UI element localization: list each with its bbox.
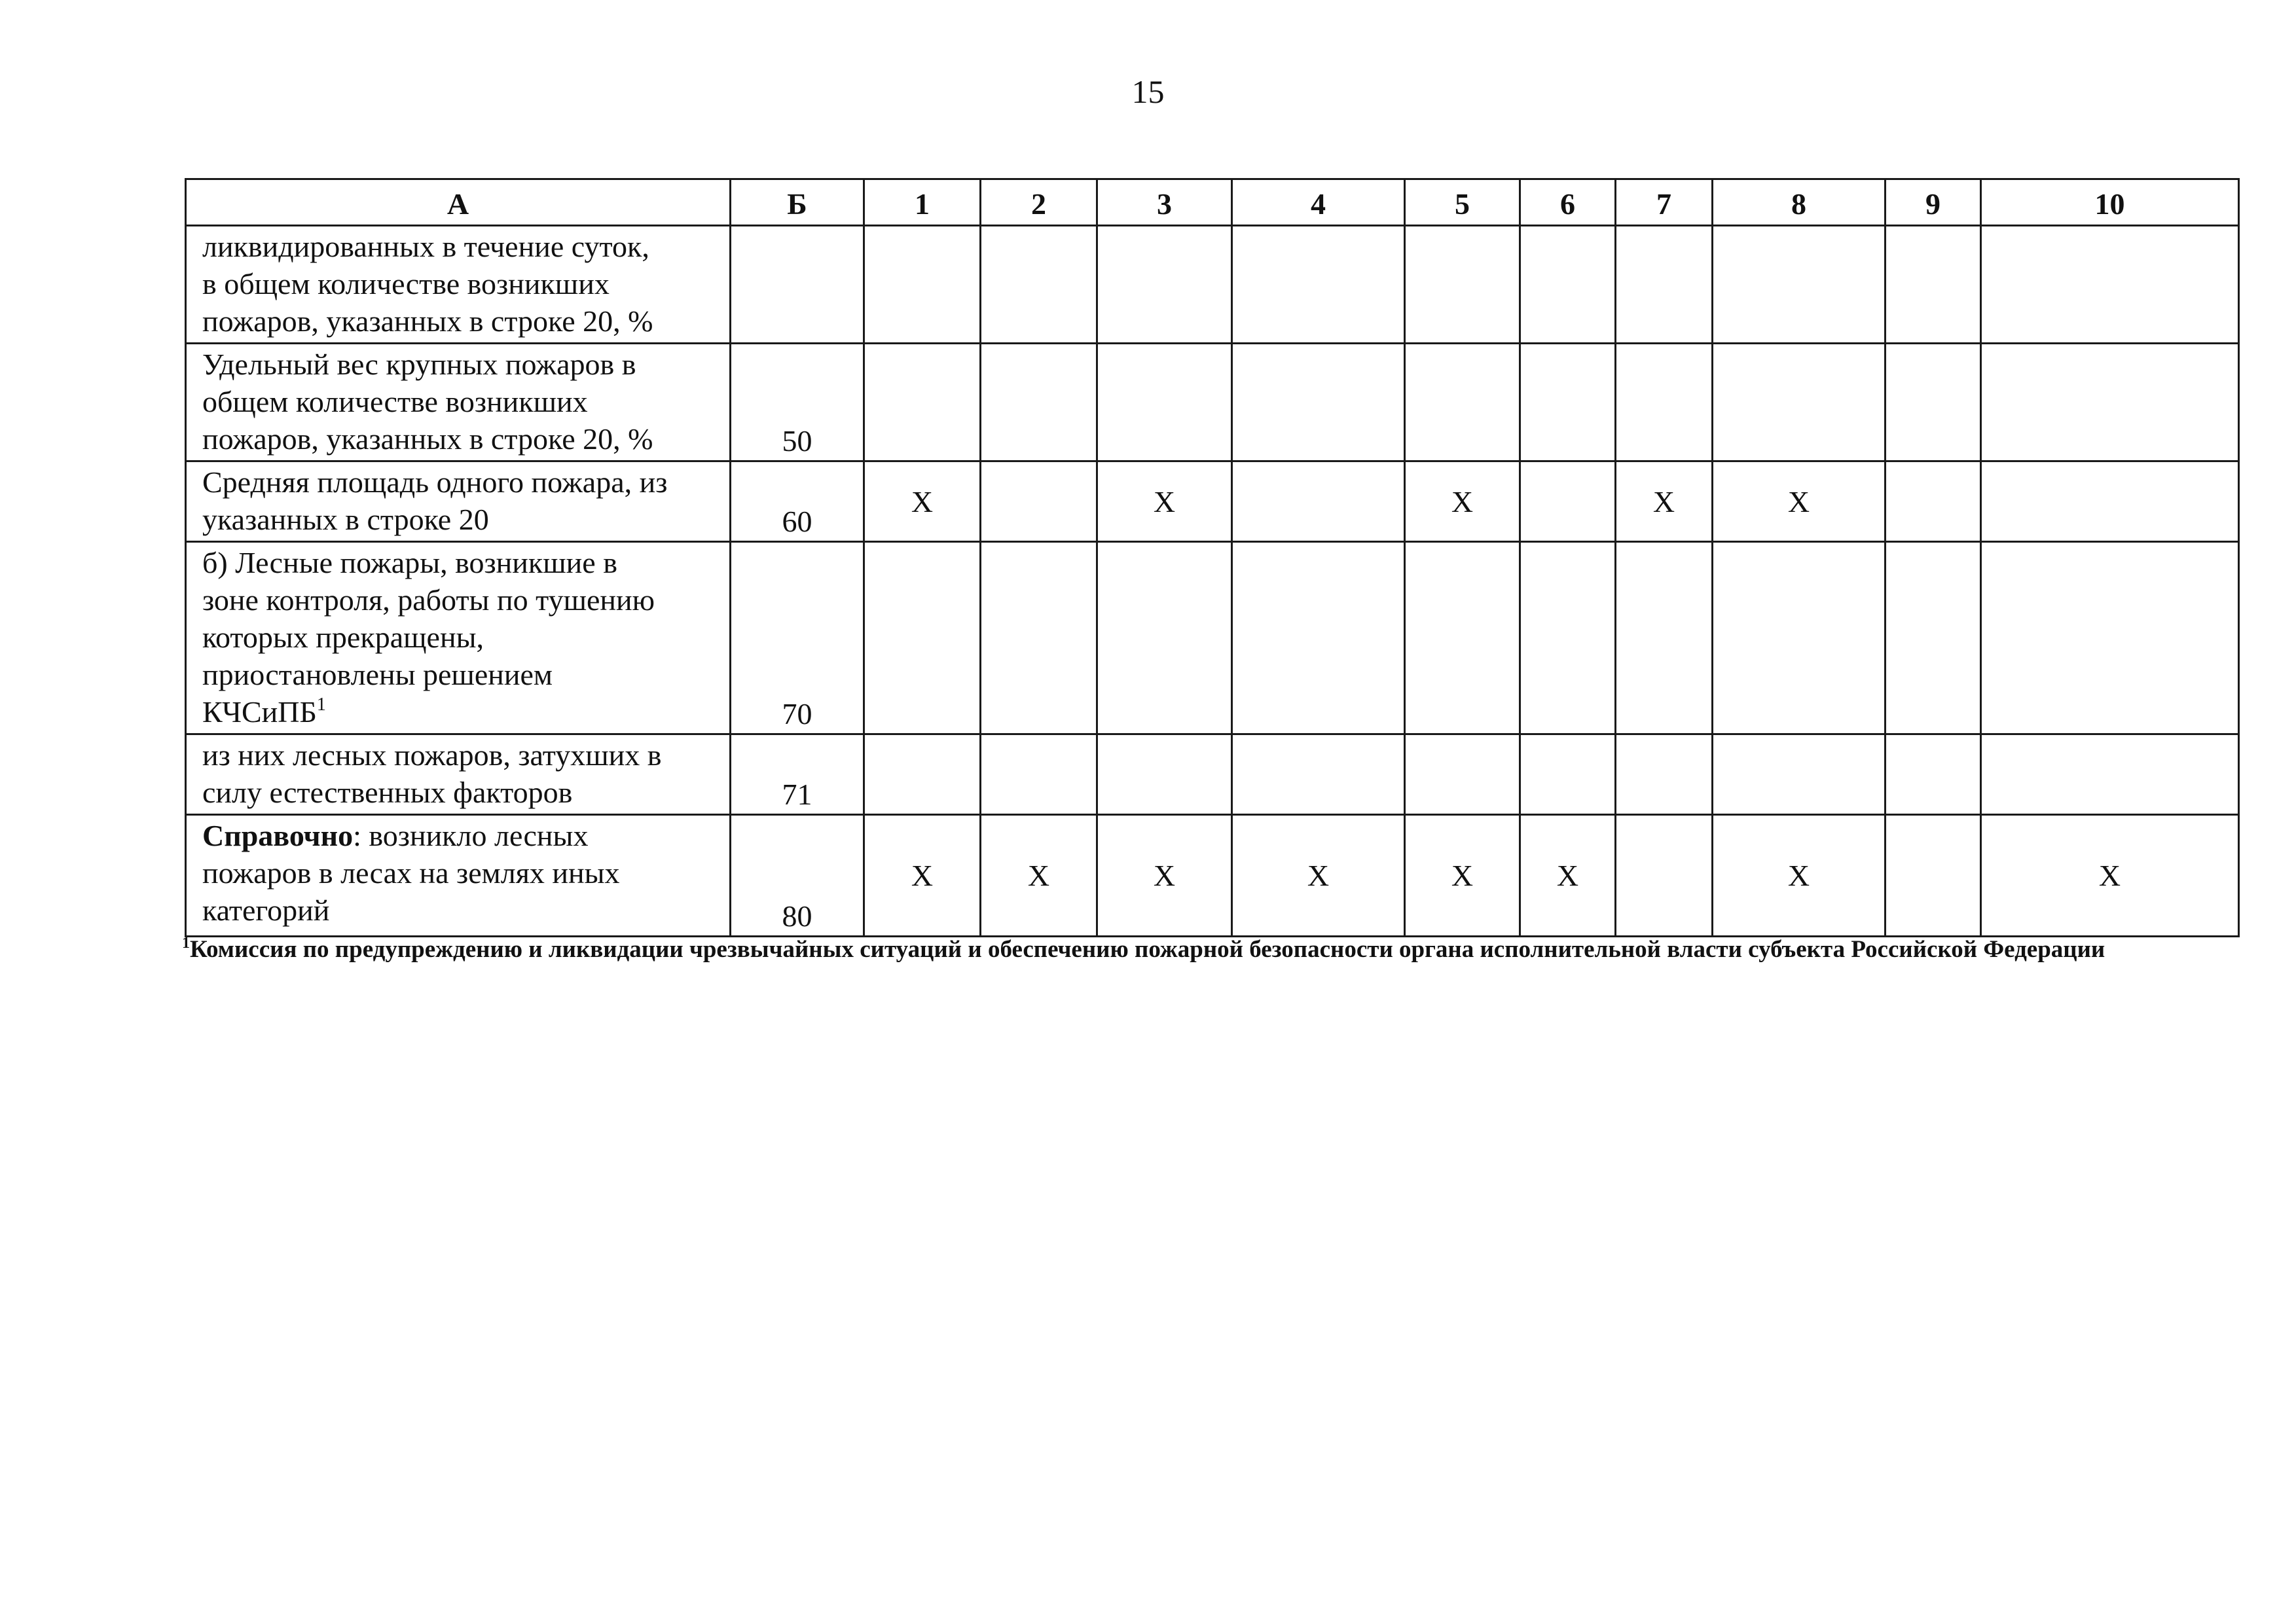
desc-line: б) Лесные пожары, возникшие в [202,546,617,579]
row-description [186,734,731,815]
desc-line: приостановлены решением [202,658,553,691]
footnote-marker: 1 [316,694,326,715]
cell-col-8 [1713,542,1886,734]
desc-line: Средняя площадь одного пожара, из [202,465,668,499]
header-col-3: 3 [1097,179,1232,226]
table-row [186,461,2239,542]
cell-col-2 [981,344,1097,461]
cell-col-2 [981,461,1097,542]
row-description [186,815,731,937]
cell-col-3: Х [1097,461,1232,542]
cell-col-8 [1713,344,1886,461]
report-table [185,178,2240,937]
header-col-2: 2 [981,179,1097,226]
row-code: 71 [731,734,864,815]
cell-col-6: Х [1520,815,1616,937]
cell-col-1: Х [864,461,981,542]
cell-col-6 [1520,226,1616,344]
table-row [186,734,2239,815]
desc-line: из них лесных пожаров, затухших в [202,738,662,772]
row-code: 80 [731,815,864,937]
desc-line: категорий [202,893,330,927]
cell-col-3 [1097,344,1232,461]
cell-col-10: Х [1981,815,2239,937]
row-description [186,542,731,734]
cell-col-5: Х [1405,461,1520,542]
cell-col-1: Х [864,815,981,937]
cell-col-8: Х [1713,461,1886,542]
cell-col-10 [1981,344,2239,461]
cell-col-8 [1713,226,1886,344]
table-row [186,344,2239,461]
table-row [186,226,2239,344]
desc-line: общем количестве возникших [202,385,588,418]
cell-col-6 [1520,734,1616,815]
row-code: 70 [731,542,864,734]
cell-col-2: Х [981,815,1097,937]
desc-bold-lead: Справочно [202,819,354,852]
cell-col-2 [981,226,1097,344]
cell-col-4 [1232,344,1405,461]
cell-col-9 [1886,461,1981,542]
cell-col-9 [1886,815,1981,937]
desc-line: КЧСиПБ [202,695,317,729]
desc-line: пожаров, указанных в строке 20, % [202,304,653,338]
cell-col-5 [1405,226,1520,344]
cell-col-7 [1616,344,1713,461]
desc-line: ликвидированных в течение суток, [202,230,649,263]
cell-col-10 [1981,542,2239,734]
header-col-1: 1 [864,179,981,226]
cell-col-6 [1520,461,1616,542]
cell-col-5: Х [1405,815,1520,937]
cell-col-10 [1981,734,2239,815]
cell-col-7 [1616,815,1713,937]
table-header-row [186,179,2239,226]
cell-col-3 [1097,734,1232,815]
cell-col-6 [1520,344,1616,461]
desc-line: зоне контроля, работы по тушению [202,583,655,617]
cell-col-4 [1232,461,1405,542]
cell-col-9 [1886,542,1981,734]
cell-col-5 [1405,734,1520,815]
footnote-mark: 1 [182,935,190,952]
cell-col-6 [1520,542,1616,734]
header-col-7: 7 [1616,179,1713,226]
cell-col-3 [1097,226,1232,344]
table-row [186,815,2239,937]
cell-col-1 [864,542,981,734]
footnote-text: Комиссия по предупреждению и ликвидации чрезвычайных ситуаций и обеспечению пожарной безопасности органа исполнительной власти субъекта Российской Федерации [190,936,2105,963]
desc-line: в общем количестве возникших [202,267,610,300]
cell-col-7 [1616,226,1713,344]
header-col-10: 10 [1981,179,2239,226]
cell-col-8: Х [1713,815,1886,937]
cell-col-7: Х [1616,461,1713,542]
cell-col-10 [1981,461,2239,542]
desc-line: которых прекращены, [202,621,484,654]
row-description [186,461,731,542]
cell-col-4 [1232,542,1405,734]
desc-line: Удельный вес крупных пожаров в [202,348,636,381]
header-col-4: 4 [1232,179,1405,226]
cell-col-2 [981,542,1097,734]
desc-line: пожаров, указанных в строке 20, % [202,422,653,456]
cell-col-7 [1616,734,1713,815]
cell-col-4 [1232,226,1405,344]
row-code: 60 [731,461,864,542]
footnote [182,935,2244,965]
cell-col-2 [981,734,1097,815]
cell-col-10 [1981,226,2239,344]
row-description [186,344,731,461]
cell-col-9 [1886,226,1981,344]
cell-col-9 [1886,344,1981,461]
cell-col-3 [1097,542,1232,734]
header-col-a: А [186,179,731,226]
cell-col-9 [1886,734,1981,815]
header-col-b: Б [731,179,864,226]
cell-col-4 [1232,734,1405,815]
cell-col-7 [1616,542,1713,734]
header-col-8: 8 [1713,179,1886,226]
row-code: 50 [731,344,864,461]
cell-col-1 [864,344,981,461]
cell-col-1 [864,734,981,815]
header-col-9: 9 [1886,179,1981,226]
header-col-5: 5 [1405,179,1520,226]
cell-col-8 [1713,734,1886,815]
desc-line: пожаров в лесах на землях иных [202,856,620,890]
row-description [186,226,731,344]
row-code [731,226,864,344]
cell-col-4: Х [1232,815,1405,937]
desc-line: указанных в строке 20 [202,503,489,536]
desc-line: : возникло лесных [353,819,589,852]
page-number: 15 [1131,73,1165,110]
cell-col-1 [864,226,981,344]
cell-col-3: Х [1097,815,1232,937]
cell-col-5 [1405,344,1520,461]
header-col-6: 6 [1520,179,1616,226]
cell-col-5 [1405,542,1520,734]
desc-line: силу естественных факторов [202,776,573,809]
table-row [186,542,2239,734]
